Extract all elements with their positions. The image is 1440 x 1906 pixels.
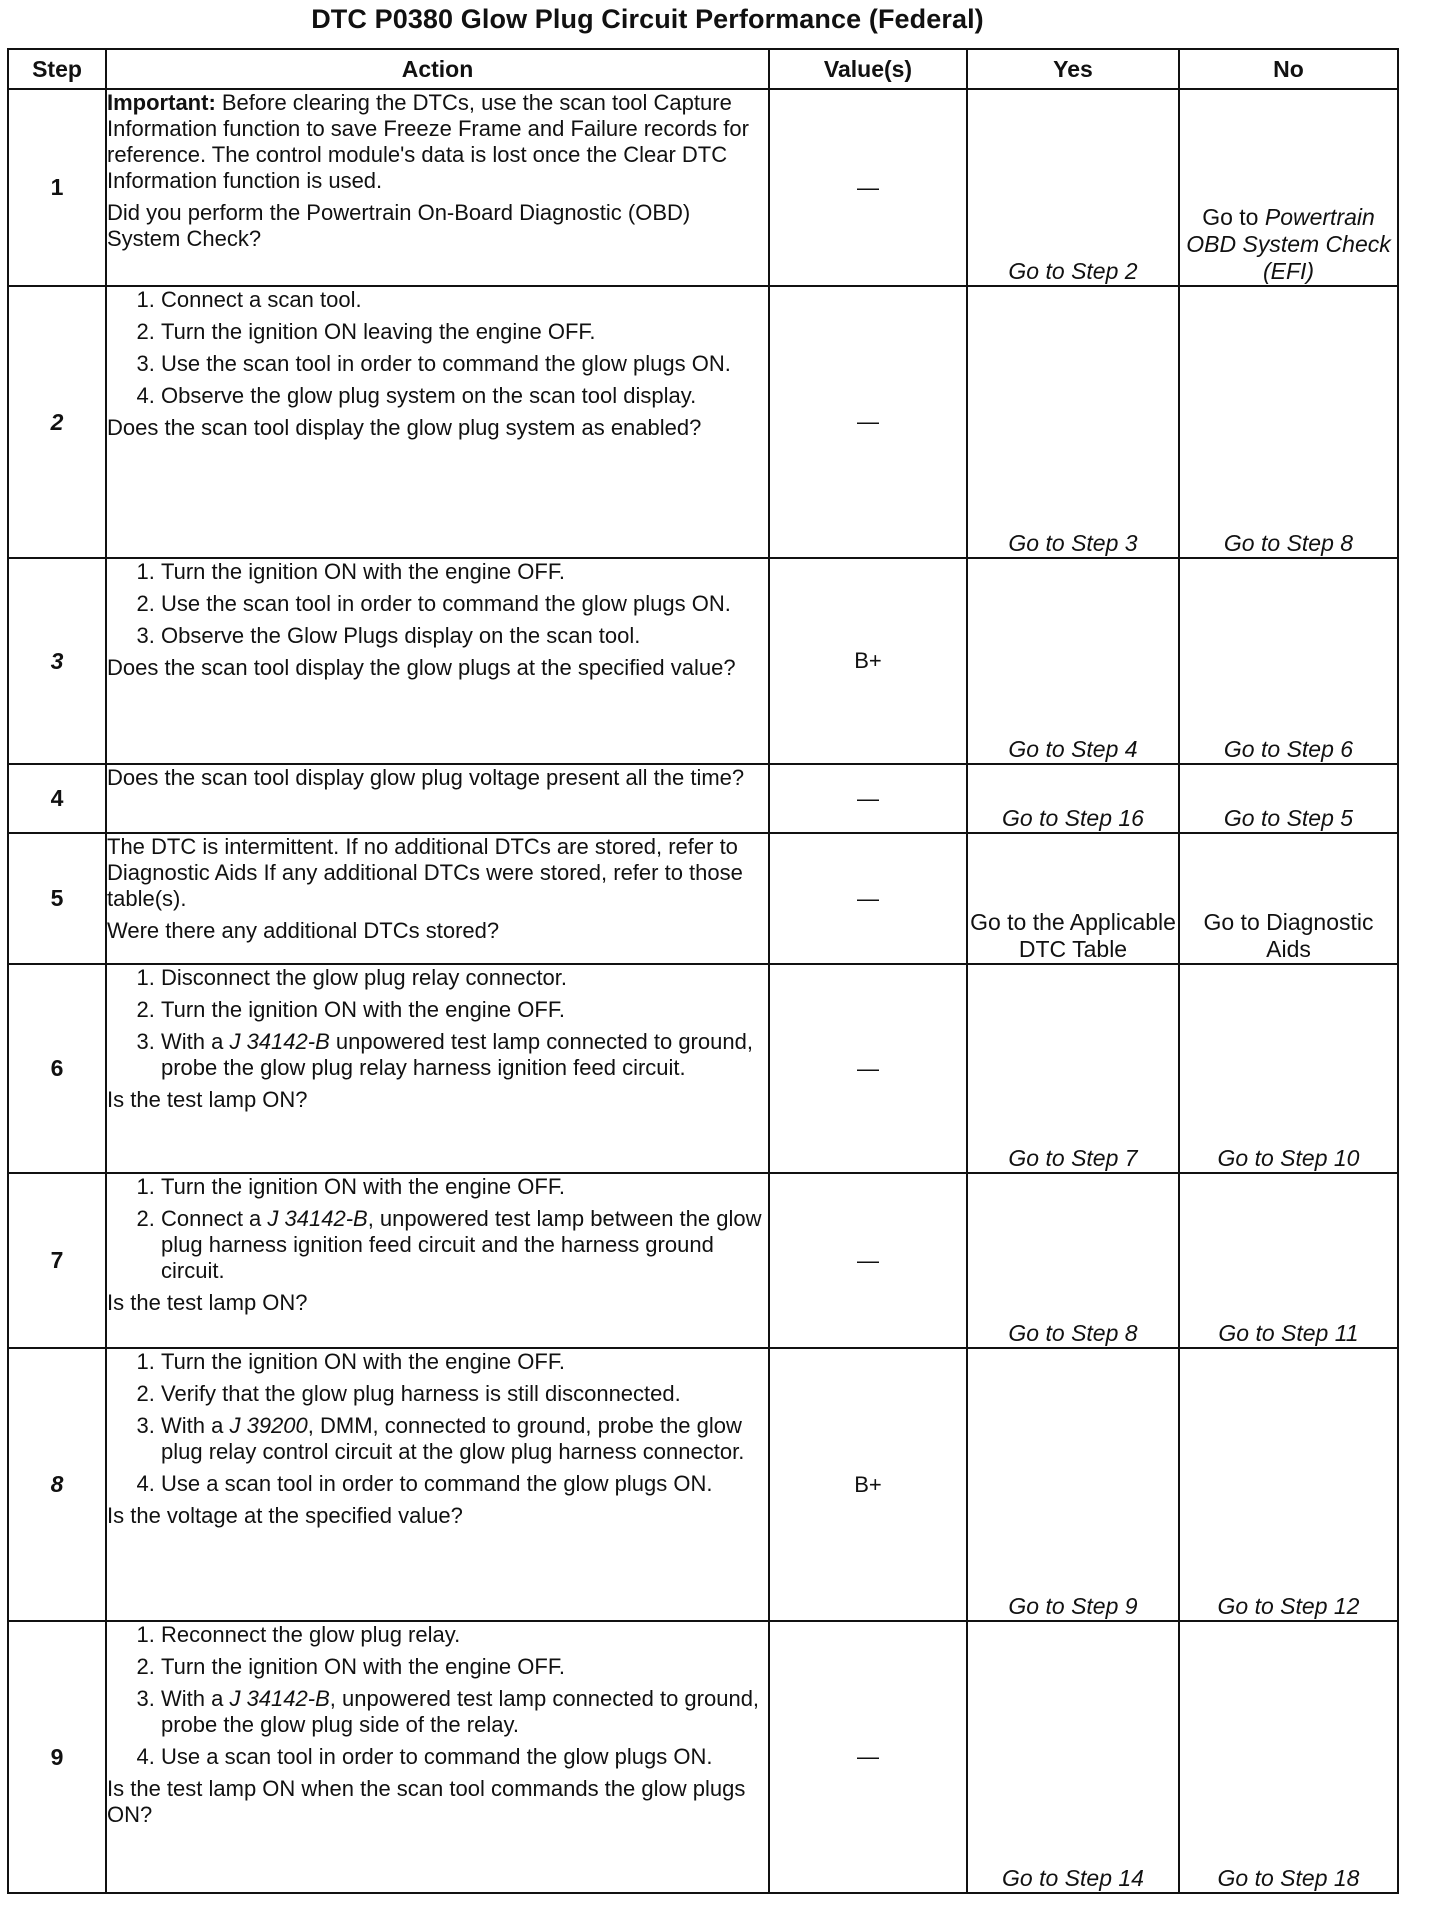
list-item [161, 1413, 768, 1465]
value-cell: — [769, 833, 967, 964]
question-text: Is the test lamp ON when the scan tool commands the glow plugs ON? [107, 1776, 746, 1827]
step-text: , unpowered test lamp between the glow plug harness ignition feed circuit and the harness ground circuit. [161, 1206, 762, 1283]
table-row [8, 558, 1398, 764]
list-item: 1. Turn the ignition ON with the engine OFF. [161, 559, 768, 585]
page-title: DTC P0380 Glow Plug Circuit Performance (Federal) [311, 4, 984, 34]
list-item [161, 1206, 768, 1284]
list-item: 1. Connect a scan tool. [161, 287, 768, 313]
diagnostic-table [7, 48, 1399, 1894]
step-text: With a [161, 1029, 230, 1054]
action-cell [106, 89, 769, 286]
step-number: 5 [8, 833, 106, 964]
procedure-list [107, 965, 768, 1081]
action-cell [106, 286, 769, 558]
procedure-list [107, 287, 768, 409]
list-item: 2. Turn the ignition ON leaving the engine OFF. [161, 319, 768, 345]
no-link[interactable]: Go to Step 11 [1179, 1173, 1398, 1348]
table-row [8, 1173, 1398, 1348]
step-text: With a [161, 1413, 230, 1438]
table-row [8, 1621, 1398, 1893]
table-row [8, 286, 1398, 558]
important-text: Before clearing the DTCs, use the scan tool Capture Information function to save Freeze Frame and Failure records for reference. The control module's data is lost once the Clear DTC Information function is used. [107, 90, 749, 193]
action-cell [106, 1173, 769, 1348]
question-text: Were there any additional DTCs stored? [107, 918, 500, 943]
yes-link[interactable]: Go to Step 7 [967, 964, 1179, 1173]
action-cell [106, 1348, 769, 1621]
step-text: unpowered test lamp connected to ground, probe the glow plug relay harness ignition feed circuit. [161, 1029, 753, 1080]
no-link[interactable]: Go to Step 6 [1179, 558, 1398, 764]
table-row [8, 1348, 1398, 1621]
value-cell: — [769, 286, 967, 558]
list-item: 3. Use the scan tool in order to command the glow plugs ON. [161, 351, 768, 377]
step-number: 4 [8, 764, 106, 833]
value-cell: B+ [769, 1348, 967, 1621]
list-item: 4. Use a scan tool in order to command the glow plugs ON. [161, 1744, 768, 1770]
step-text: With a [161, 1686, 230, 1711]
step-text: Connect a [161, 1206, 268, 1231]
step-number: 2 [8, 286, 106, 558]
yes-link[interactable]: Go to Step 2 [967, 89, 1179, 286]
value-cell: — [769, 1173, 967, 1348]
no-link[interactable]: Go to Step 18 [1179, 1621, 1398, 1893]
yes-link[interactable]: Go to Step 14 [967, 1621, 1179, 1893]
value-cell: — [769, 1621, 967, 1893]
step-text: , unpowered test lamp connected to ground, probe the glow plug side of the relay. [161, 1686, 760, 1737]
step-number: 3 [8, 558, 106, 764]
column-header-yes: Yes [967, 49, 1179, 89]
table-row [8, 764, 1398, 833]
yes-link[interactable]: Go to Step 9 [967, 1348, 1179, 1621]
yes-link[interactable]: Go to Step 16 [967, 764, 1179, 833]
yes-link[interactable]: Go to Step 8 [967, 1173, 1179, 1348]
question-text: Is the test lamp ON? [107, 1290, 308, 1315]
action-cell [106, 558, 769, 764]
table-row [8, 833, 1398, 964]
action-cell [106, 964, 769, 1173]
question-text: Is the voltage at the specified value? [107, 1503, 463, 1528]
step-number: 1 [8, 89, 106, 286]
step-number: 7 [8, 1173, 106, 1348]
no-link[interactable]: Go to Diagnostic Aids [1179, 833, 1398, 964]
list-item: 3. Observe the Glow Plugs display on the scan tool. [161, 623, 768, 649]
procedure-list [107, 1174, 768, 1284]
list-item: 2. Turn the ignition ON with the engine OFF. [161, 1654, 768, 1680]
procedure-list [107, 1349, 768, 1497]
step-number: 9 [8, 1621, 106, 1893]
important-note [107, 90, 768, 194]
list-item: 2. Turn the ignition ON with the engine OFF. [161, 997, 768, 1023]
list-item [161, 1029, 768, 1081]
yes-link[interactable]: Go to Step 3 [967, 286, 1179, 558]
tool-reference: J 34142-B [229, 1029, 330, 1054]
step-number: 6 [8, 964, 106, 1173]
question-text: Does the scan tool display the glow plugs at the specified value? [107, 655, 736, 680]
tool-reference: J 34142-B [267, 1206, 368, 1231]
list-item: 1. Turn the ignition ON with the engine OFF. [161, 1349, 768, 1375]
question-text: Does the scan tool display the glow plug system as enabled? [107, 415, 702, 440]
tool-reference: J 34142-B [229, 1686, 330, 1711]
step-text: , DMM, connected to ground, probe the glow plug relay control circuit at the glow plug harness connector. [161, 1413, 745, 1464]
list-item: 1. Turn the ignition ON with the engine OFF. [161, 1174, 768, 1200]
column-header-values: Value(s) [769, 49, 967, 89]
action-cell [106, 833, 769, 964]
description-text: The DTC is intermittent. If no additional DTCs are stored, refer to Diagnostic Aids If any additional DTCs were stored, refer to those table(s). [107, 834, 743, 911]
table-row [8, 964, 1398, 1173]
list-item: 2. Use the scan tool in order to command the glow plugs ON. [161, 591, 768, 617]
no-link[interactable]: Powertrain OBD System Check (EFI) [1186, 204, 1391, 284]
yes-link[interactable]: Go to the Applicable DTC Table [967, 833, 1179, 964]
column-header-step: Step [8, 49, 106, 89]
list-item [161, 1686, 768, 1738]
procedure-list [107, 1622, 768, 1770]
no-link[interactable]: Go to Step 5 [1179, 764, 1398, 833]
no-link[interactable]: Go to Step 8 [1179, 286, 1398, 558]
action-cell [106, 764, 769, 833]
no-prefix: Go to [1202, 204, 1265, 230]
no-cell[interactable] [1179, 89, 1398, 286]
table-header-row [8, 49, 1398, 89]
action-cell [106, 1621, 769, 1893]
question-text: Is the test lamp ON? [107, 1087, 308, 1112]
value-cell: B+ [769, 558, 967, 764]
value-cell: — [769, 89, 967, 286]
table-row [8, 89, 1398, 286]
no-link[interactable]: Go to Step 12 [1179, 1348, 1398, 1621]
question-text: Does the scan tool display glow plug voltage present all the time? [107, 765, 745, 790]
important-label: Important: [107, 90, 216, 115]
tool-reference: J 39200 [229, 1413, 308, 1438]
question-text: Did you perform the Powertrain On-Board Diagnostic (OBD) System Check? [107, 200, 691, 251]
procedure-list [107, 559, 768, 649]
value-cell: — [769, 764, 967, 833]
column-header-no: No [1179, 49, 1398, 89]
column-header-action: Action [106, 49, 769, 89]
list-item: 2. Verify that the glow plug harness is still disconnected. [161, 1381, 768, 1407]
value-cell: — [769, 964, 967, 1173]
list-item: 1. Reconnect the glow plug relay. [161, 1622, 768, 1648]
list-item: 1. Disconnect the glow plug relay connector. [161, 965, 768, 991]
step-number: 8 [8, 1348, 106, 1621]
list-item: 4. Use a scan tool in order to command the glow plugs ON. [161, 1471, 768, 1497]
no-link[interactable]: Go to Step 10 [1179, 964, 1398, 1173]
list-item: 4. Observe the glow plug system on the scan tool display. [161, 383, 768, 409]
yes-link[interactable]: Go to Step 4 [967, 558, 1179, 764]
